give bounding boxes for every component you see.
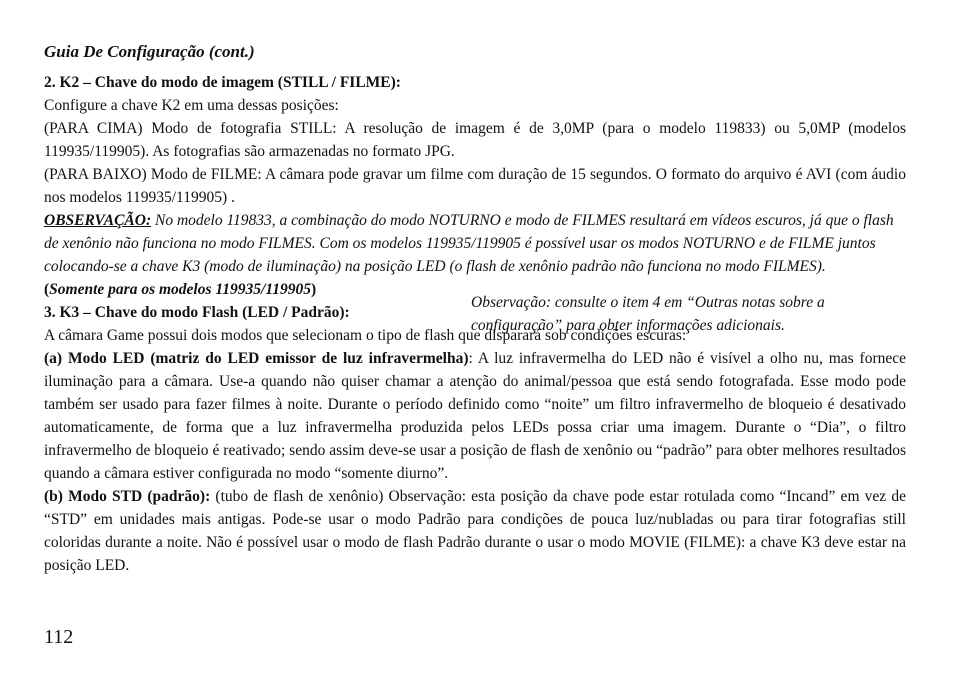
k3-intro: A câmara Game possui dois modos que selecionam o tipo de flash que disparará sob condições escuras: — [44, 327, 687, 344]
k2-down-position: (PARA BAIXO) Modo de FILME: A câmara pode gravar um filme com duração de 15 segundos. O formato do arquivo é AVI (com áudio nos modelos 119935/119905) . — [44, 166, 906, 206]
manual-page — [44, 40, 906, 577]
k2-note-label: OBSERVAÇÃO: — [44, 212, 152, 229]
page-heading: Guia De Configuração (cont.) — [44, 42, 255, 61]
k2-note — [44, 209, 904, 278]
k2-section-title: 2. K2 – Chave do modo de imagem (STILL / FILME): — [44, 74, 401, 91]
k3-led-text: : A luz infravermelha do LED não é visível a olho nu, mas fornece iluminação para a câmara. Use-a quando não quiser chamar a atenção do animal/pessoa que está sendo fotografada. Esse modo pode também ser usado para fazer filmes à noite. Durante o período definido como “noite” um filtro infravermelho de bloqueio é desativado automaticamente, de forma que a luz infravermelha produzida pelos LEDs possa criar uma imagem. Durante o “Dia”, o filtro infravermelho de bloqueio é reativado; sendo assim deve-se usar a posição de flash de xenônio ou “padrão” para obter melhores resultados quando a câmara estiver configurada no modo “somente diurno”. — [44, 350, 906, 482]
k3-led-label: (a) Modo LED (matriz do LED emissor de luz infravermelha) — [44, 350, 469, 367]
k2-note-text: No modelo 119833, a combinação do modo NOTURNO e modo de FILMES resultará em vídeos escuros, já que o flash de xenônio não funciona no modo FILMES. Com os modelos 119935/119905 é possível usar os modos NOTURNO e de FILME juntos colocando-se a chave K3 (modo de iluminação) na posição LED (o flash de xenônio padrão não funciona no modo FILMES). — [44, 212, 894, 275]
k3-std-text: (tubo de flash de xenônio) Observação: esta posição da chave pode estar rotulada como “Incand” em vez de “STD” em unidades mais antigas. Pode-se usar o modo Padrão para condições de pouca luz/nubladas ou para tirar fotografias still coloridas durante a noite. Não é possível usar o modo de flash Padrão durante o usar o modo MOVIE (FILME): a chave K3 deve estar na posição LED. — [44, 488, 906, 574]
page-number: 112 — [44, 626, 74, 648]
k3-std-mode — [44, 485, 906, 577]
k3-led-mode — [44, 347, 906, 485]
k3-section-title: 3. K3 – Chave do modo Flash (LED / Padrão): — [44, 304, 350, 321]
models-text: Somente para os modelos 119935/119905 — [49, 281, 311, 298]
models-open-paren: ( — [44, 281, 50, 298]
side-note: Observação: consulte o item 4 em “Outras notas sobre a configuração” para obter informações adicionais. — [471, 294, 825, 334]
k2-up-position: (PARA CIMA) Modo de fotografia STILL: A resolução de imagem é de 3,0MP (para o modelo 119833) ou 5,0MP (modelos 119935/119905). As fotografias são armazenadas no formato JPG. — [44, 120, 906, 160]
k2-intro: Configure a chave K2 em uma dessas posições: — [44, 97, 339, 114]
k3-std-label: (b) Modo STD (padrão): — [44, 488, 211, 505]
models-close-paren: ) — [310, 281, 317, 298]
